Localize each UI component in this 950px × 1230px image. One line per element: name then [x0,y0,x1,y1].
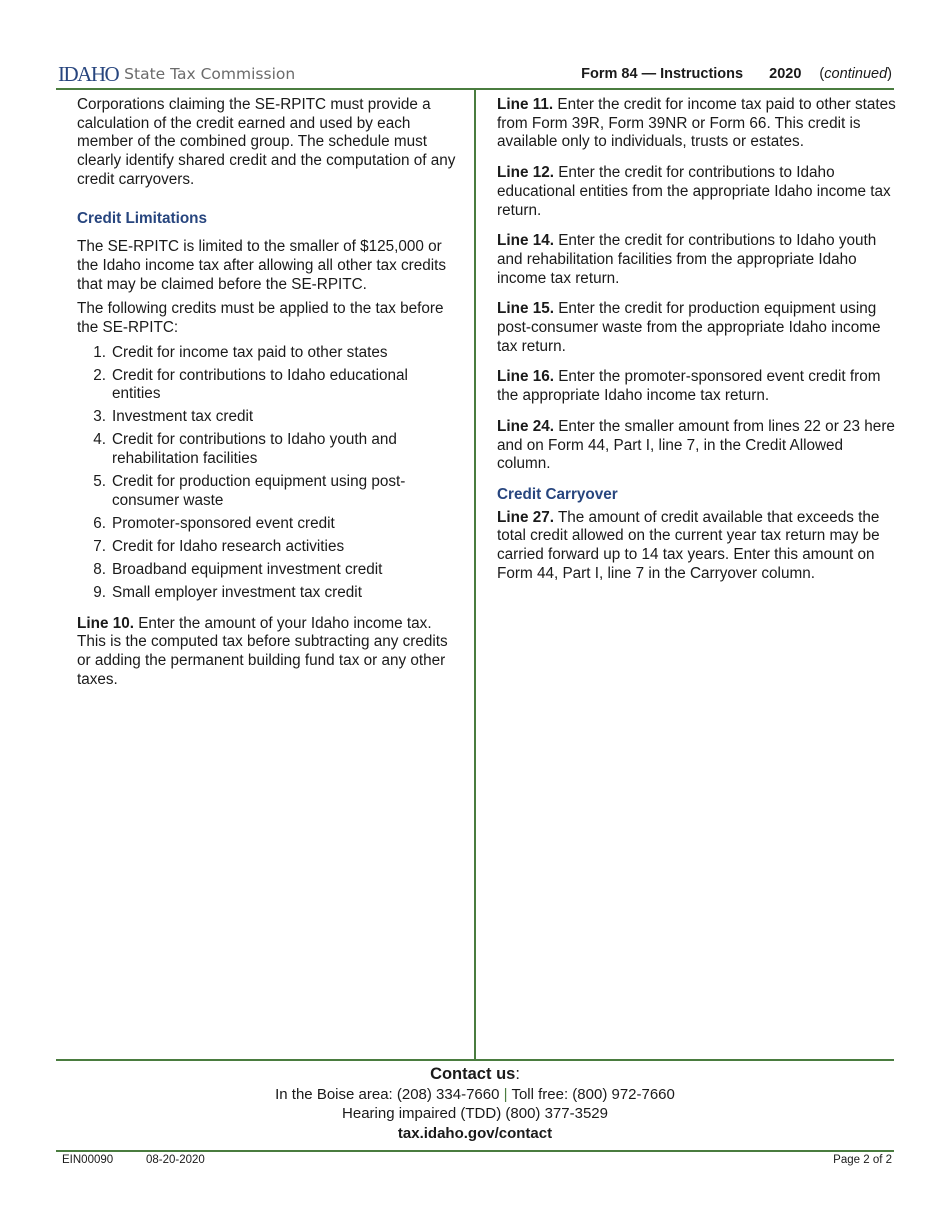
credit-list-item [77,431,459,468]
boise-phone: In the Boise area: (208) 334-7660 [275,1086,500,1103]
line-12-paragraph [497,164,897,220]
page-header [58,62,892,86]
line-27-label: Line 27. [497,508,554,526]
line-11-paragraph [497,96,897,152]
credit-item-text: Credit for production equipment using post-consumer waste [112,473,406,509]
credit-item-text: Promoter-sponsored event credit [112,514,335,532]
bottom-rule [56,1150,894,1152]
credit-item-text: Credit for Idaho research activities [112,537,345,555]
form-name: Form 84 — Instructions [581,66,744,82]
credit-item-number: 9. [93,583,106,601]
logo-mark: IDAHO [58,62,119,86]
line-24-paragraph [497,418,897,474]
credit-list-item [77,538,459,557]
line-14-text: Enter the credit for contributions to Idaho youth and rehabilitation facilities from the appropriate Idaho income tax return. [497,232,877,287]
document-date: 08-20-2020 [146,1154,205,1166]
credit-item-text: Small employer investment tax credit [112,583,362,601]
credit-item-number: 7. [93,537,106,555]
page-number: Page 2 of 2 [833,1154,892,1166]
document-id: EIN00090 [62,1154,114,1166]
line-11-label: Line 11. [497,96,554,113]
line-15-paragraph [497,300,897,356]
credit-list-item [77,584,459,603]
left-column [77,96,459,689]
credit-item-number: 2. [93,366,106,384]
line-10-label: Line 10. [77,614,134,632]
credit-item-number: 4. [93,431,106,449]
credit-list-item [77,515,459,534]
contact-title [56,1064,894,1085]
form-year: 2020 [769,66,802,82]
line-14-paragraph [497,232,897,288]
contact-title-text: Contact us [430,1065,516,1083]
contact-title-colon: : [515,1065,520,1083]
credit-list-item [77,408,459,427]
line-12-text: Enter the credit for contributions to Idaho educational entities from the appropriate Idaho income tax return. [497,164,891,219]
credit-item-number: 6. [93,514,106,532]
line-16-text: Enter the promoter-sponsored event credit from the appropriate Idaho income tax return. [497,368,881,405]
tdd-phone: Hearing impaired (TDD) (800) 377-3529 [342,1105,608,1122]
continued-label: (continued) [819,66,892,82]
credit-list [77,344,459,603]
credit-limitations-heading: Credit Limitations [77,209,208,227]
intro-paragraph: Corporations claiming the SE-RPITC must provide a calculation of the credit earned and used by each member of the combined group. The schedule must clearly identify shared credit and the computation of any credit carryovers. [77,96,456,188]
line-24-label: Line 24. [497,417,554,435]
right-column [497,96,897,583]
order-paragraph: The following credits must be applied to the tax before the SE-RPITC: [77,300,444,337]
form-title [581,62,892,86]
contact-website-link[interactable]: tax.idaho.gov/contact [397,1125,553,1142]
credit-item-number: 1. [93,343,106,361]
credit-item-text: Investment tax credit [112,408,254,426]
phone-separator: | [503,1086,508,1103]
line-15-label: Line 15. [497,300,554,318]
toll-free-phone: Toll free: (800) 972-7660 [511,1086,675,1103]
credit-list-item [77,473,459,510]
column-divider [474,90,476,1059]
credit-item-text: Credit for income tax paid to other states [112,343,388,361]
line-16-paragraph [497,368,897,405]
credit-item-number: 3. [93,408,106,426]
credit-item-text: Broadband equipment investment credit [112,560,383,578]
credit-item-number: 5. [93,473,106,491]
line-12-label: Line 12. [497,164,554,182]
line-16-label: Line 16. [497,368,554,386]
line-10-text: Enter the amount of your Idaho income tax. This is the computed tax before subtracting any credits or adding the permanent building fund tax or any other taxes. [77,614,448,688]
line-14-label: Line 14. [497,232,554,250]
idaho-logo [58,62,295,86]
line-27-paragraph [497,509,897,584]
credit-carryover-heading: Credit Carryover [497,485,618,503]
credit-item-text: Credit for contributions to Idaho educational entities [112,366,408,403]
line-27-text: The amount of credit available that exceeds the total credit allowed on the current year tax return may be carried forward up to 14 tax years. Enter this amount on Form 44, Part I, line 7 in the Carryover column. [497,508,880,582]
line-10-paragraph [77,615,459,690]
contact-footer [56,1064,894,1145]
credit-list-item [77,367,459,404]
line-15-text: Enter the credit for production equipment using post-consumer waste from the appropriate Idaho income tax return. [497,300,881,355]
line-11-text: Enter the credit for income tax paid to other states from Form 39R, Form 39NR or Form 66. This credit is available only to individuals, trusts or estates. [497,96,896,151]
credit-item-number: 8. [93,560,106,578]
contact-phones [56,1085,894,1104]
credit-list-item [77,344,459,363]
limitation-paragraph: The SE-RPITC is limited to the smaller of $125,000 or the Idaho income tax after allowing all other tax credits that may be claimed before the SE-RPITC. [77,238,447,293]
footer-rule [56,1059,894,1061]
credit-list-item [77,561,459,580]
line-24-text: Enter the smaller amount from lines 22 or 23 here and on Form 44, Part I, line 7, in the Credit Allowed column. [497,417,895,473]
logo-text: State Tax Commission [124,65,296,83]
credit-item-text: Credit for contributions to Idaho youth and rehabilitation facilities [112,431,397,468]
